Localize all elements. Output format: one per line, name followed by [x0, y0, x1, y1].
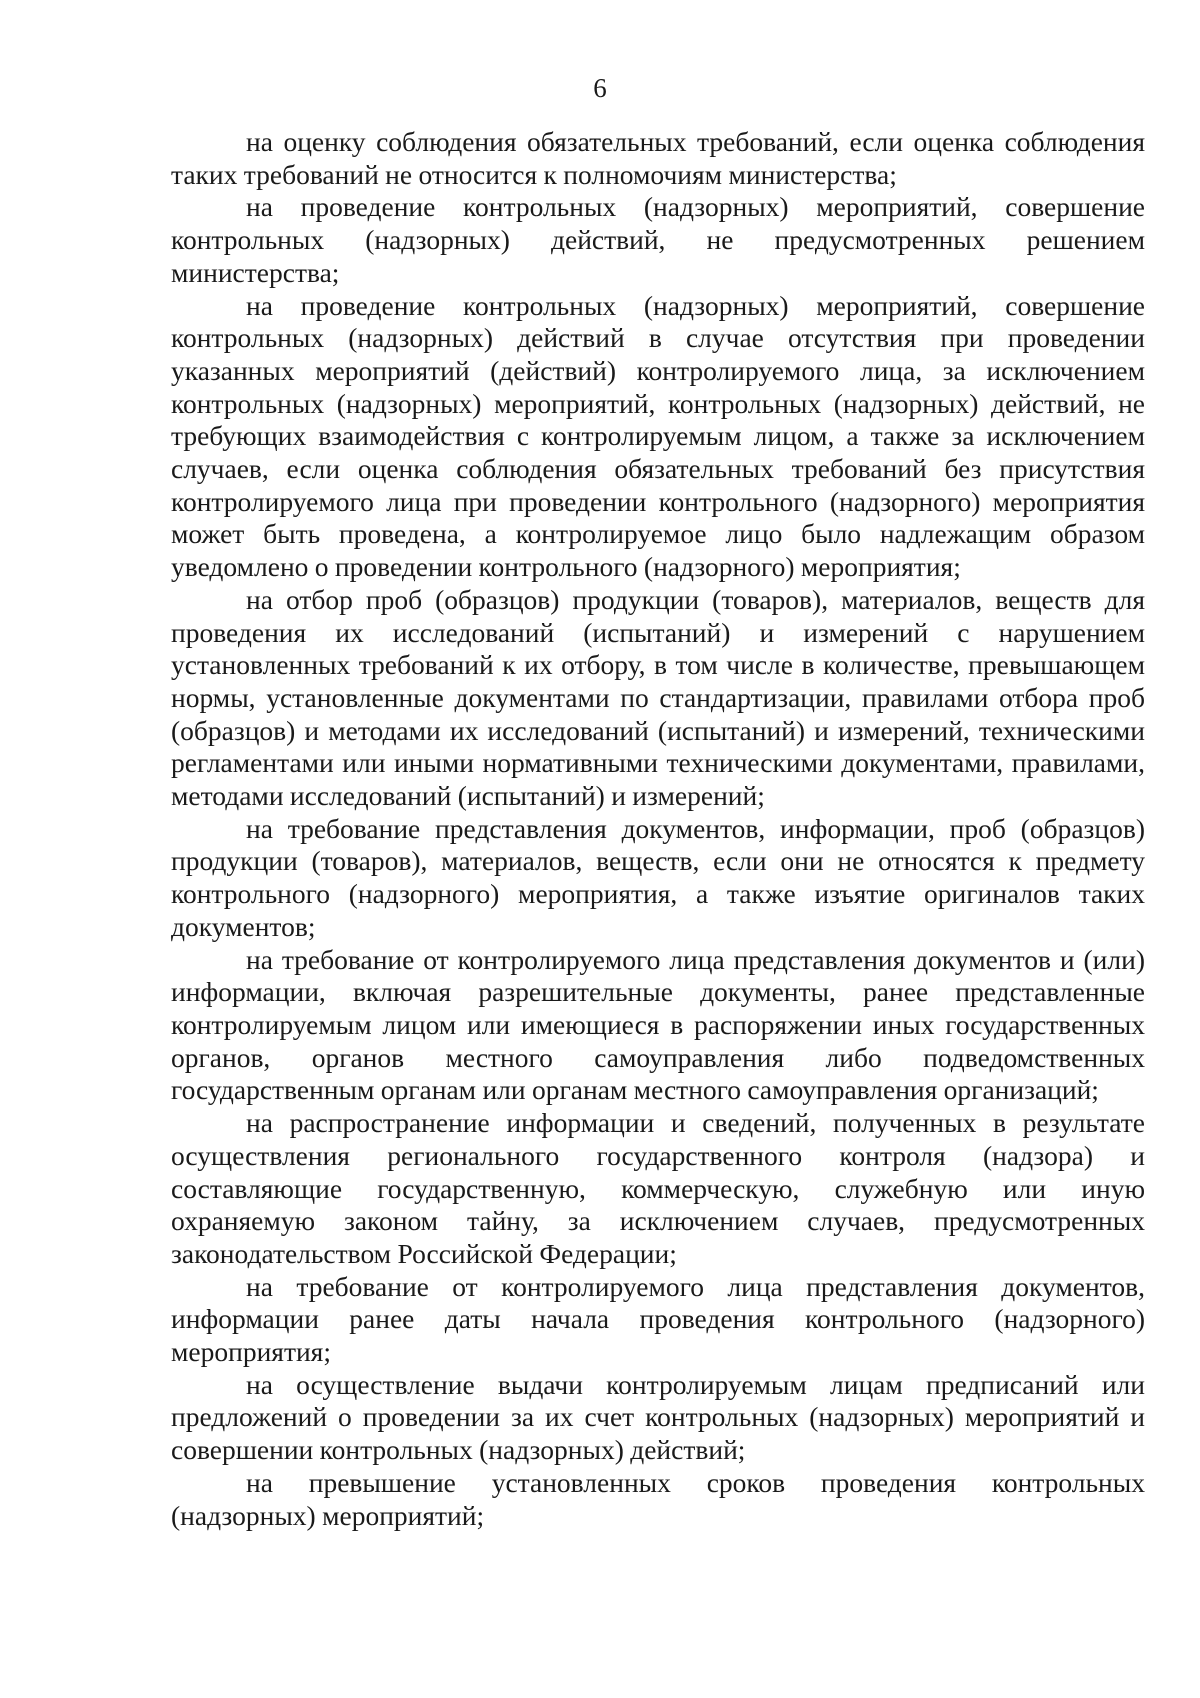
paragraph: на превышение установленных сроков проведения контрольных (надзорных) мероприятий;: [171, 1466, 1145, 1531]
paragraph: на требование от контролируемого лица представления документов и (или) информации, включая разрешительные документы, ранее представленные контролируемым лицом или имеющиеся в распоряжении иных государственных органов, органов местного самоуправления либо подведомственных государственным органам или органам местного самоуправления организаций;: [171, 943, 1145, 1106]
paragraph: на отбор проб (образцов) продукции (товаров), материалов, веществ для проведения их исследований (испытаний) и измерений с нарушением установленных требований к их отбору, в том числе в количестве, превышающем нормы, установленные документами по стандартизации, правилами отбора проб (образцов) и методами их исследований (испытаний) и измерений, техническими регламентами или иными нормативными техническими документами, правилами, методами исследований (испытаний) и измерений;: [171, 583, 1145, 812]
paragraph: на проведение контрольных (надзорных) мероприятий, совершение контрольных (надзорных) действий, не предусмотренных решением министерства;: [171, 191, 1145, 288]
document-body: [171, 126, 1145, 1532]
paragraph: на распространение информации и сведений, полученных в результате осуществления регионального государственного контроля (надзора) и составляющие государственную, коммерческую, служебную или иную охраняемую законом тайну, за исключением случаев, предусмотренных законодательством Российской Федерации;: [171, 1107, 1145, 1269]
paragraph: на требование от контролируемого лица представления документов, информации ранее даты начала проведения контрольного (надзорного) мероприятия;: [171, 1270, 1145, 1368]
paragraph: на оценку соблюдения обязательных требований, если оценка соблюдения таких требований не относится к полномочиям министерства;: [171, 126, 1145, 190]
page-number: 6: [593, 73, 607, 103]
paragraph: на требование представления документов, информации, проб (образцов) продукции (товаров), материалов, веществ, если они не относятся к предмету контрольного (надзорного) мероприятия, а также изъятие оригиналов таких документов;: [171, 812, 1145, 942]
paragraph: на проведение контрольных (надзорных) мероприятий, совершение контрольных (надзорных) действий в случае отсутствия при проведении указанных мероприятий (действий) контролируемого лица, за исключением контрольных (надзорных) мероприятий, контрольных (надзорных) действий, не требующих взаимодействия с контролируемым лицом, а также за исключением случаев, если оценка соблюдения обязательных требований без присутствия контролируемого лица при проведении контрольного (надзорного) мероприятия может быть проведена, а контролируемое лицо было надлежащим образом уведомлено о проведении контрольного (надзорного) мероприятия;: [171, 289, 1145, 583]
paragraph: на осуществление выдачи контролируемым лицам предписаний или предложений о проведении за их счет контрольных (надзорных) мероприятий и совершении контрольных (надзорных) действий;: [171, 1368, 1145, 1466]
